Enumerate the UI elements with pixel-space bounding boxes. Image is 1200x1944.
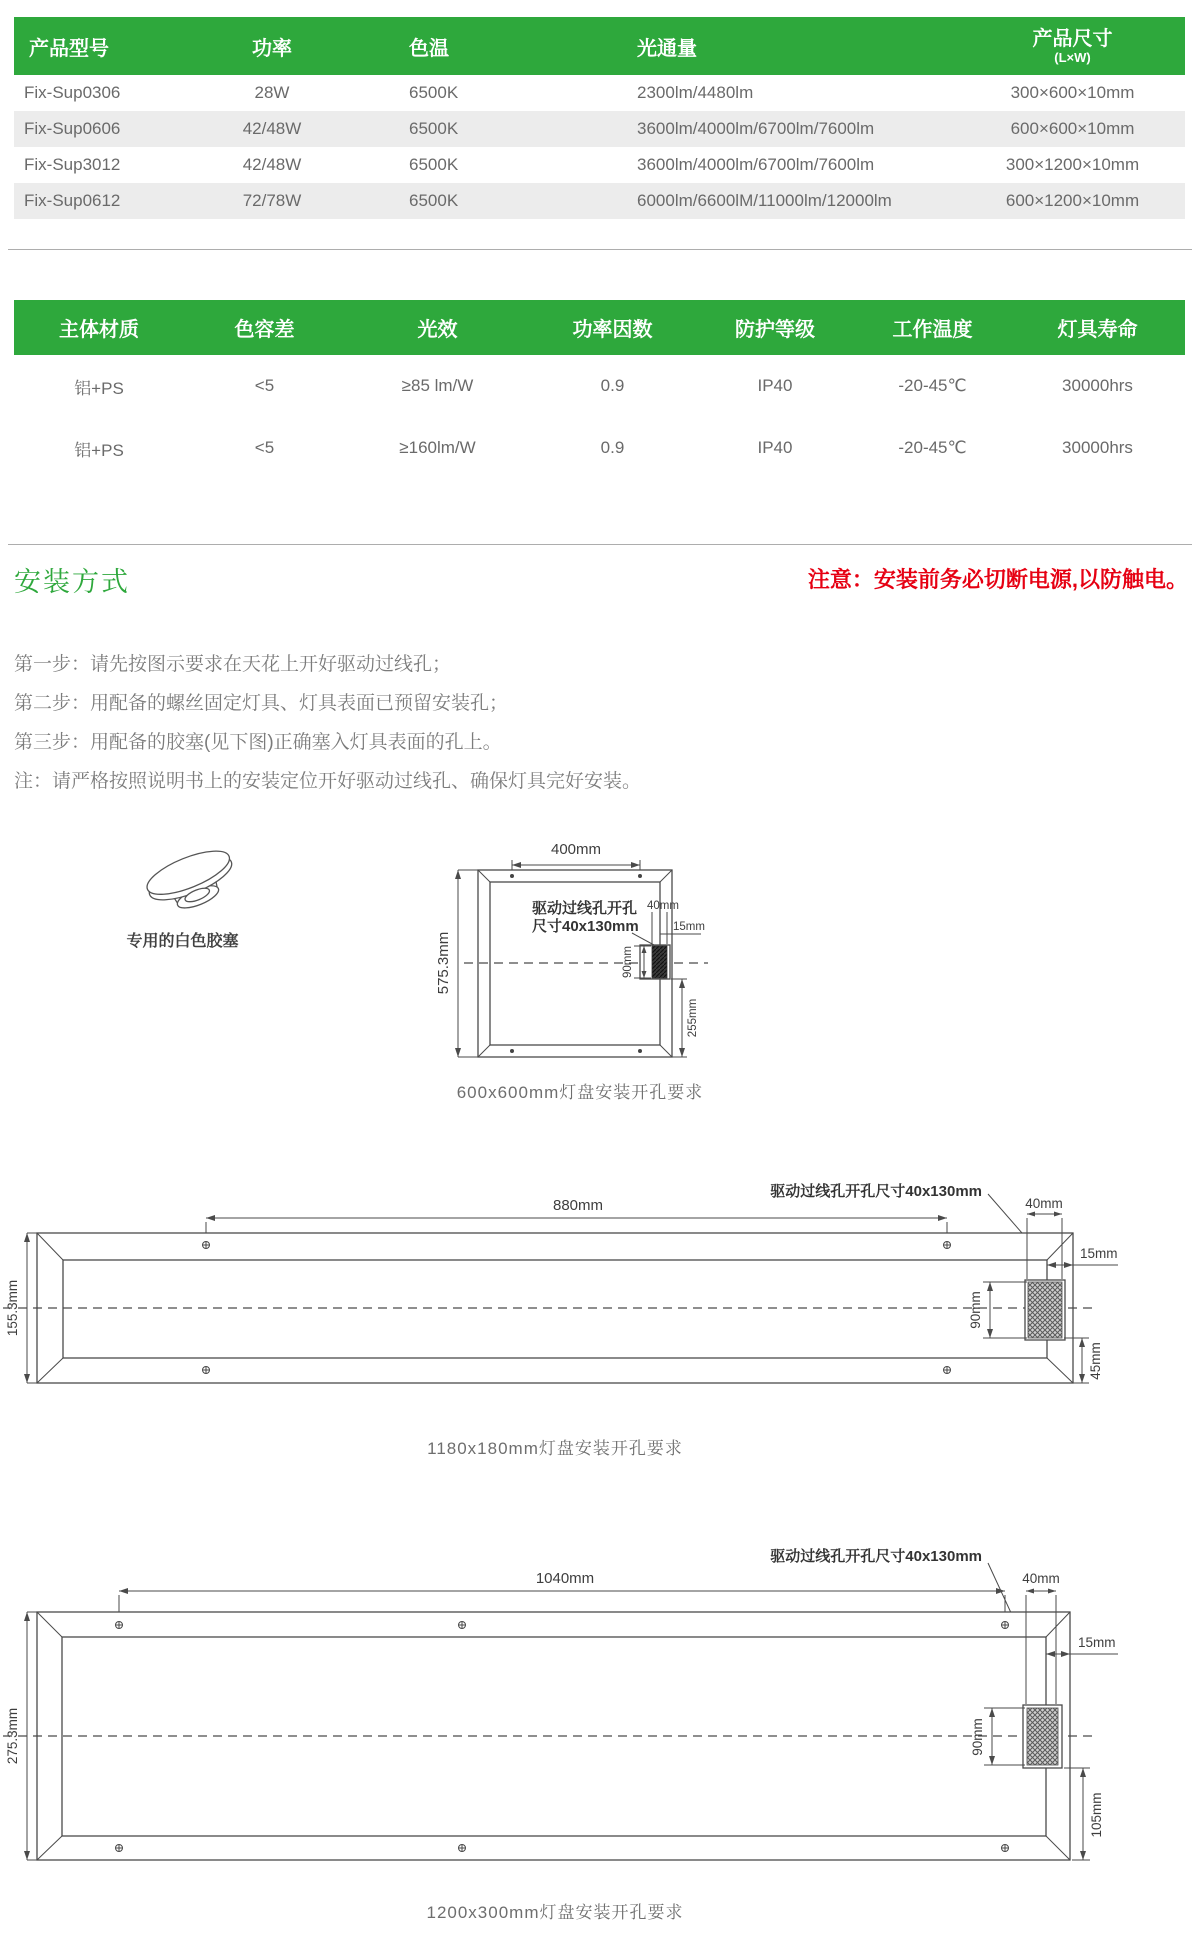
table-row [14, 355, 1185, 417]
table-row [14, 111, 1185, 147]
dim-label-40mm: 40mm [1025, 1196, 1063, 1211]
divider [8, 249, 1192, 250]
dim-label-15mm: 15mm [673, 921, 705, 933]
cell-cct: 6500K [322, 183, 560, 219]
dim-label-left: 575.3mm [435, 931, 452, 995]
plug-caption: 专用的白色胶塞 [126, 933, 239, 950]
dim-label-255mm: 255mm [687, 998, 699, 1038]
cell-ip: IP40 [757, 438, 793, 457]
cell-size: 600×1200×10mm [960, 183, 1185, 219]
section-title: 安装方式 [14, 567, 130, 597]
col-header-size-label: 产品尺寸 [1032, 28, 1113, 50]
cell-model: Fix-Sup0612 [14, 183, 222, 219]
cell-power: 42/48W [222, 111, 322, 147]
cell-temp: -20-45℃ [898, 376, 967, 395]
cell-size: 300×1200×10mm [1005, 155, 1140, 174]
cell-power: 28W [254, 83, 290, 102]
col-header-size [960, 17, 1185, 75]
step-line: 第三步：用配备的胶塞(见下图)正确塞入灯具表面的孔上。 [14, 732, 502, 753]
dim-label-15mm: 15mm [1080, 1246, 1118, 1261]
cell-flux: 3600lm/4000lm/6700lm/7600lm [637, 155, 875, 174]
cell-temp: -20-45℃ [898, 438, 967, 457]
cell-sdcm: <5 [254, 376, 275, 395]
cell-model: Fix-Sup0606 [14, 111, 222, 147]
table-row [14, 75, 1185, 111]
diagram-caption: 600x600mm灯盘安装开孔要求 [456, 1083, 704, 1102]
cutout-note: 驱动过线孔开孔尺寸40x130mm [770, 1183, 982, 1200]
col-header-lifetime: 灯具寿命 [1010, 300, 1185, 355]
col-header-model: 产品型号 [14, 17, 222, 75]
dim-label-90mm: 90mm [622, 946, 634, 978]
step-line: 注：请严格按照说明书上的安装定位开好驱动过线孔、确保灯具完好安装。 [14, 771, 642, 792]
cell-power: 42/48W [242, 155, 302, 174]
col-header-power: 功率 [222, 17, 322, 75]
cutout-note: 驱动过线孔开孔尺寸40x130mm [770, 1548, 982, 1565]
table-header-row [14, 300, 1185, 355]
col-header-size-sub: (L×W) [1054, 50, 1091, 65]
diagram-600x600 [420, 833, 740, 1088]
cell-cct: 6500K [322, 111, 560, 147]
diagram-caption: 1180x180mm灯盘安装开孔要求 [427, 1439, 683, 1458]
cell-pf: 0.9 [600, 438, 625, 457]
col-header-pf: 功率因数 [530, 300, 695, 355]
step-line: 第一步：请先按图示要求在天花上开好驱动过线孔； [14, 654, 452, 675]
col-header-ip: 防护等级 [695, 300, 855, 355]
col-header-flux: 光通量 [560, 17, 960, 75]
cutout-hatch [1027, 1708, 1058, 1765]
cell-cct: 6500K [409, 155, 459, 174]
cutout-note-line1: 驱动过线孔开孔 [532, 900, 638, 917]
cell-material: 铝+PS [74, 440, 124, 460]
table-row [14, 417, 1185, 479]
col-header-sdcm: 色容差 [184, 300, 345, 355]
dim-label-top: 400mm [550, 841, 602, 858]
col-header-temp: 工作温度 [855, 300, 1010, 355]
table-row [14, 147, 1185, 183]
dim-label-top: 880mm [552, 1197, 604, 1214]
screw-hole-icon [510, 874, 514, 878]
dim-label-40mm: 40mm [1022, 1571, 1060, 1586]
screw-hole-icon [638, 1049, 642, 1053]
table-header-row [14, 17, 1185, 75]
cell-lifetime: 30000hrs [1062, 376, 1133, 395]
diagram-1180x180 [0, 1180, 1200, 1420]
cutout-hatch [652, 946, 667, 978]
col-header-material: 主体材质 [14, 300, 184, 355]
cutout-note-line2: 尺寸40x130mm [532, 918, 639, 935]
cell-flux: 2300lm/4480lm [637, 83, 754, 102]
product-spec-table [14, 17, 1185, 219]
cutout-hatch [1028, 1282, 1062, 1338]
dim-label-40mm: 40mm [647, 900, 679, 912]
screw-hole-icon [510, 1049, 514, 1053]
dim-label-left: 275.3mm [5, 1707, 20, 1765]
dim-label-90mm: 90mm [968, 1291, 983, 1329]
dim-label-15mm: 15mm [1078, 1635, 1116, 1650]
cell-ip: IP40 [757, 376, 793, 395]
dim-label-left: 155.3mm [5, 1279, 20, 1337]
cell-efficacy: ≥85 lm/W [401, 376, 474, 395]
cell-flux: 3600lm/4000lm/6700lm/7600lm [560, 111, 960, 147]
diagram-1200x300 [0, 1545, 1200, 1890]
dim-label-45mm: 45mm [1088, 1342, 1103, 1380]
cell-flux: 6000lm/6600lM/11000lm/12000lm [560, 183, 960, 219]
cell-model: Fix-Sup3012 [24, 155, 121, 174]
plug-icon [118, 840, 268, 930]
cell-pf: 0.9 [600, 376, 625, 395]
cell-sdcm: <5 [254, 438, 275, 457]
col-header-cct: 色温 [322, 17, 560, 75]
dim-label-90mm: 90mm [970, 1718, 985, 1756]
install-steps [14, 645, 641, 801]
table-row [14, 183, 1185, 219]
step-line: 第二步：用配备的螺丝固定灯具、灯具表面已预留安装孔； [14, 693, 509, 714]
cell-size: 600×600×10mm [960, 111, 1185, 147]
dim-label-105mm: 105mm [1089, 1792, 1104, 1838]
screw-hole-icon [638, 874, 642, 878]
cell-lifetime: 30000hrs [1062, 438, 1133, 457]
cell-size: 300×600×10mm [1010, 83, 1135, 102]
cell-efficacy: ≥160lm/W [399, 438, 476, 457]
dim-label-top: 1040mm [535, 1570, 595, 1587]
cell-power: 72/78W [222, 183, 322, 219]
cell-material: 铝+PS [74, 378, 124, 398]
col-header-efficacy: 光效 [345, 300, 530, 355]
performance-spec-table [14, 300, 1185, 479]
diagram-caption: 1200x300mm灯盘安装开孔要求 [426, 1903, 684, 1922]
cell-model: Fix-Sup0306 [24, 83, 121, 102]
warning-text: 注意：安装前务必切断电源,以防触电。 [807, 567, 1188, 592]
divider [8, 544, 1192, 545]
cell-cct: 6500K [409, 83, 459, 102]
